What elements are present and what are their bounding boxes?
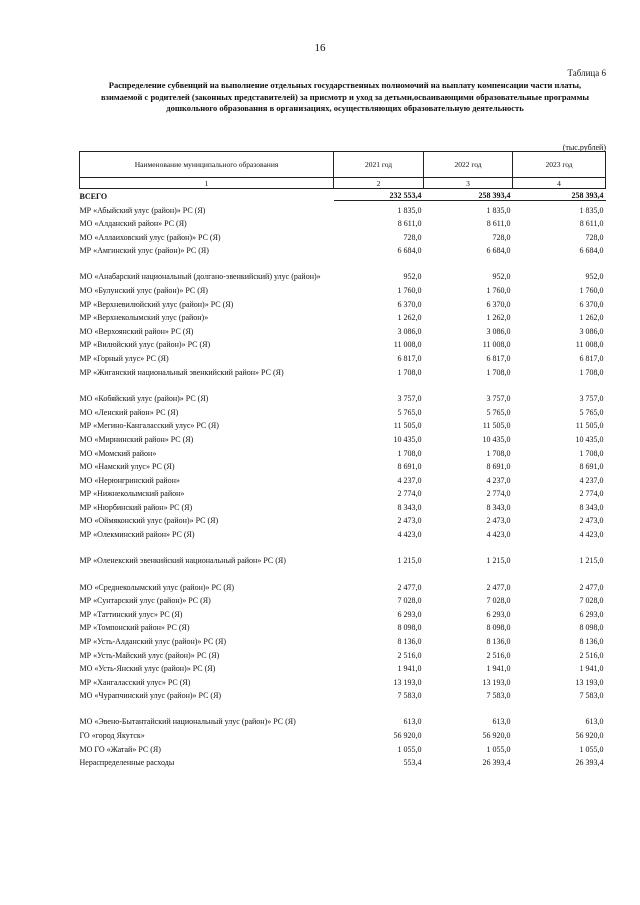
value-2022: 613,0 [492, 717, 511, 727]
table-row [80, 458, 606, 472]
table-row [80, 525, 606, 539]
table-row [80, 512, 606, 526]
table-row [80, 646, 606, 660]
value-2022: 6 817,0 [486, 353, 511, 363]
municipality-name: МР «Усть-Алданский улус (район)» РС (Я) [79, 637, 226, 647]
value-2021: 8 691,0 [397, 462, 422, 472]
spacer-row [80, 565, 606, 578]
table-row [80, 754, 606, 768]
value-2022: 3 757,0 [486, 394, 511, 404]
value-2023: 13 193,0 [575, 677, 604, 687]
value-2021: 952,0 [403, 272, 422, 282]
value-2022: 56 920,0 [482, 731, 511, 740]
municipality-name: МО «Алданский район» РС (Я) [79, 219, 187, 229]
value-2021: 1 215,0 [397, 556, 422, 566]
value-2023: 8 098,0 [579, 623, 604, 633]
units-label: (тыс.рублей) [562, 143, 606, 152]
value-2023: 2 473,0 [579, 516, 604, 526]
header-municipality: Наименование муниципального образования [80, 152, 334, 178]
municipality-name: МО «Ленский район» РС (Я) [79, 407, 179, 417]
table-row [80, 592, 606, 606]
municipality-name: МО «Анабарский национальный (долгано-эвенкийский) улус (район)» [79, 272, 321, 282]
value-2021: 553,4 [403, 758, 422, 768]
value-2022: 1 708,0 [486, 367, 511, 377]
value-2021: 13 193,0 [393, 677, 422, 687]
value-2022: 8 098,0 [486, 623, 511, 633]
value-2023: 11 505,0 [575, 421, 604, 431]
column-number: 3 [424, 178, 513, 189]
column-number: 4 [513, 178, 606, 189]
table-row [80, 498, 606, 512]
value-2023: 1 215,0 [579, 556, 604, 566]
table-label: Таблица 6 [567, 68, 606, 78]
value-2021: 7 583,0 [397, 691, 422, 701]
value-2023: 56 920,0 [575, 731, 604, 740]
table-row [80, 309, 606, 323]
value-2021: 5 765,0 [397, 407, 422, 417]
value-2022: 10 435,0 [482, 434, 511, 444]
value-2021: 8 136,0 [397, 637, 422, 647]
value-2023: 2 774,0 [579, 489, 604, 499]
value-2021: 8 098,0 [397, 623, 422, 633]
value-2023: 8 691,0 [579, 462, 604, 472]
value-2022: 7 583,0 [486, 691, 511, 701]
value-2021: 56 920,0 [393, 731, 422, 740]
municipality-name: МО «Булунский улус (район)» РС (Я) [79, 285, 208, 295]
value-2022: 11 008,0 [482, 340, 511, 350]
municipality-name: МР «Томпонский район» РС (Я) [79, 623, 190, 633]
table-row [80, 281, 606, 295]
value-2021: 1 262,0 [397, 313, 422, 323]
table-row [80, 619, 606, 633]
value-2022: 1 708,0 [486, 448, 511, 458]
value-2023: 26 393,4 [575, 758, 604, 768]
value-2023: 1 760,0 [579, 285, 604, 295]
municipality-name: МР «Олекминский район» РС (Я) [79, 530, 195, 540]
table-row [80, 349, 606, 363]
municipality-name: МР «Вилюйский улус (район)» РС (Я) [79, 340, 211, 350]
value-2022: 8 343,0 [486, 502, 511, 512]
municipality-name: МО «Верхоянский район» РС (Я) [79, 326, 194, 336]
value-2021: 1 941,0 [397, 664, 422, 674]
value-2023: 3 086,0 [579, 326, 604, 336]
header-2021: 2021 год [334, 152, 424, 178]
value-2021: 6 684,0 [397, 246, 422, 256]
table-row [80, 295, 606, 309]
table-row [80, 390, 606, 404]
table-row [80, 605, 606, 619]
municipality-name: МР «Нижнеколымский район» [79, 489, 185, 499]
municipality-name: МО «Момский район» [79, 448, 157, 458]
value-2022: 2 473,0 [486, 516, 511, 526]
spacer-cell [80, 565, 606, 578]
municipality-name: ГО «город Якутск» [79, 731, 145, 740]
value-2022: 1 215,0 [486, 556, 511, 566]
subsidy-table [79, 151, 606, 767]
value-2022: 4 237,0 [486, 475, 511, 485]
municipality-name: МО «Намский улус» РС (Я) [79, 462, 175, 472]
value-2023: 6 293,0 [579, 609, 604, 619]
table-row [80, 430, 606, 444]
value-2023: 728,0 [585, 232, 604, 242]
municipality-name: МР «Усть-Майский улус (район)» РС (Я) [79, 650, 220, 660]
value-2021: 7 028,0 [397, 596, 422, 606]
table-row [80, 322, 606, 336]
column-number: 1 [80, 178, 334, 189]
municipality-name: МР «Горный улус» РС (Я) [79, 353, 169, 363]
municipality-name: МО «Мирнинский район» РС (Я) [79, 434, 194, 444]
value-2021: 2 774,0 [397, 489, 422, 499]
municipality-name: МР «Сунтарский улус (район)» РС (Я) [79, 596, 211, 606]
header-row [80, 152, 606, 178]
value-2022: 6 370,0 [486, 299, 511, 309]
column-number-row [80, 178, 606, 189]
value-2023: 1 262,0 [579, 313, 604, 323]
table-row [80, 673, 606, 687]
value-2021: 6 817,0 [397, 353, 422, 363]
municipality-name: МР «Мегино-Кангаласский улус» РС (Я) [79, 421, 219, 431]
municipality-name: МР «Жиганский национальный эвенкийский район» РС (Я) [79, 367, 284, 377]
value-2021: 10 435,0 [393, 434, 422, 444]
value-2022: 728,0 [492, 232, 511, 242]
municipality-name: МР «Верхневилюйский улус (район)» РС (Я) [79, 299, 234, 309]
document-title: Распределение субвенций на выполнение отдельных государственных полномочий на выплату компенсации части платы, взимаемой с родителей (законных представителей) за присмотр и уход за детьми,осваивающими образовательные программы дошкольного образования в организациях, осуществляющих образовательную деятельность [100, 80, 590, 113]
municipality-name: МО «Усть-Янский улус (район)» РС (Я) [79, 664, 216, 674]
municipality-name: МО «Чурапчинский улус (район)» РС (Я) [79, 691, 222, 701]
municipality-name: МР «Абыйский улус (район)» РС (Я) [79, 205, 206, 215]
value-2022: 8 136,0 [486, 637, 511, 647]
value-2023: 2 516,0 [579, 650, 604, 660]
table-row [80, 485, 606, 499]
value-2023: 11 008,0 [575, 340, 604, 350]
value-2023: 6 684,0 [579, 246, 604, 256]
value-2022: 2 516,0 [486, 650, 511, 660]
value-2021: 8 343,0 [397, 502, 422, 512]
value-2023: 5 765,0 [579, 407, 604, 417]
municipality-name: МР «Хангаласский улус» РС (Я) [79, 677, 191, 687]
total-2021: 232 553,4 [334, 189, 424, 201]
header-2022: 2022 год [424, 152, 513, 178]
value-2023: 8 611,0 [579, 219, 604, 229]
municipality-name: МР «Нюрбинский район» РС (Я) [79, 502, 193, 512]
value-2021: 1 055,0 [397, 744, 422, 754]
table-row [80, 201, 606, 215]
table-row [80, 336, 606, 350]
value-2023: 4 237,0 [579, 475, 604, 485]
table-row [80, 632, 606, 646]
value-2022: 1 835,0 [486, 205, 511, 215]
value-2023: 6 370,0 [579, 299, 604, 309]
value-2021: 4 237,0 [397, 475, 422, 485]
value-2022: 8 611,0 [486, 219, 511, 229]
total-label: ВСЕГО [79, 191, 108, 201]
total-2023: 258 393,4 [513, 189, 606, 201]
spacer-cell [80, 377, 606, 390]
municipality-name: МО «Среднеколымский улус (район)» РС (Я) [79, 582, 235, 592]
value-2022: 26 393,4 [482, 758, 511, 768]
table-row [80, 687, 606, 701]
value-2021: 3 757,0 [397, 394, 422, 404]
value-2022: 2 774,0 [486, 489, 511, 499]
value-2023: 1 835,0 [579, 205, 604, 215]
value-2021: 2 516,0 [397, 650, 422, 660]
value-2022: 6 684,0 [486, 246, 511, 256]
value-2023: 10 435,0 [575, 434, 604, 444]
value-2022: 1 941,0 [486, 664, 511, 674]
table-row [80, 228, 606, 242]
municipality-name: МО «Эвено-Бытантайский национальный улус (район)» РС (Я) [79, 717, 296, 727]
table-row [80, 539, 606, 565]
value-2021: 2 477,0 [397, 582, 422, 592]
municipality-name: МР «Таттинский улус» РС (Я) [79, 609, 183, 619]
table-row [80, 444, 606, 458]
value-2021: 1 835,0 [397, 205, 422, 215]
total-row [80, 189, 606, 201]
value-2022: 5 765,0 [486, 407, 511, 417]
value-2022: 6 293,0 [486, 609, 511, 619]
value-2021: 6 293,0 [397, 609, 422, 619]
table-row [80, 417, 606, 431]
table-row [80, 255, 606, 281]
value-2023: 3 757,0 [579, 394, 604, 404]
value-2023: 952,0 [585, 272, 604, 282]
table-row [80, 660, 606, 674]
value-2022: 1 262,0 [486, 313, 511, 323]
value-2022: 7 028,0 [486, 596, 511, 606]
value-2022: 1 760,0 [486, 285, 511, 295]
value-2021: 613,0 [403, 717, 422, 727]
column-number: 2 [334, 178, 424, 189]
spacer-row [80, 377, 606, 390]
value-2021: 8 611,0 [397, 219, 422, 229]
value-2021: 3 086,0 [397, 326, 422, 336]
value-2022: 2 477,0 [486, 582, 511, 592]
value-2021: 1 760,0 [397, 285, 422, 295]
table-row [80, 242, 606, 256]
value-2021: 2 473,0 [397, 516, 422, 526]
value-2021: 6 370,0 [397, 299, 422, 309]
value-2023: 1 055,0 [579, 744, 604, 754]
value-2023: 6 817,0 [579, 353, 604, 363]
table-row [80, 403, 606, 417]
value-2023: 1 708,0 [579, 448, 604, 458]
value-2021: 4 423,0 [397, 530, 422, 540]
table-row [80, 215, 606, 229]
value-2023: 8 343,0 [579, 502, 604, 512]
table-row [80, 726, 606, 740]
table-row [80, 363, 606, 377]
municipality-name: Нераспределенные расходы [79, 758, 175, 768]
value-2023: 7 028,0 [579, 596, 604, 606]
municipality-name: МО «Аллаиховский улус (район)» РС (Я) [79, 232, 221, 242]
header-2023: 2023 год [513, 152, 606, 178]
table-row [80, 578, 606, 592]
municipality-name: МО ГО «Жатай» РС (Я) [79, 744, 161, 754]
municipality-name: МО «Оймяконский улус (район)» РС (Я) [79, 516, 219, 526]
value-2023: 7 583,0 [579, 691, 604, 701]
value-2023: 4 423,0 [579, 530, 604, 540]
value-2021: 11 505,0 [393, 421, 422, 431]
value-2022: 8 691,0 [486, 462, 511, 472]
value-2022: 1 055,0 [486, 744, 511, 754]
value-2022: 11 505,0 [482, 421, 511, 431]
table-row [80, 471, 606, 485]
value-2023: 2 477,0 [579, 582, 604, 592]
municipality-name: МО «Нерюнгринский район» [79, 475, 180, 485]
value-2023: 1 708,0 [579, 367, 604, 377]
table-row [80, 740, 606, 754]
total-2022: 258 393,4 [424, 189, 513, 201]
value-2023: 1 941,0 [579, 664, 604, 674]
value-2021: 1 708,0 [397, 448, 422, 458]
value-2022: 13 193,0 [482, 677, 511, 687]
page-number: 16 [314, 42, 326, 54]
value-2022: 952,0 [492, 272, 511, 282]
value-2022: 4 423,0 [486, 530, 511, 540]
value-2023: 613,0 [585, 717, 604, 727]
municipality-name: МО «Кобяйский улус (район)» РС (Я) [79, 394, 209, 404]
municipality-name: МР «Верхнеколымский улус (район)» [79, 313, 209, 323]
table-row [80, 700, 606, 726]
value-2023: 8 136,0 [579, 637, 604, 647]
value-2022: 3 086,0 [486, 326, 511, 336]
value-2021: 728,0 [403, 232, 422, 242]
value-2021: 11 008,0 [393, 340, 422, 350]
value-2021: 1 708,0 [397, 367, 422, 377]
municipality-name: МР «Оленекский эвенкийский национальный район» РС (Я) [79, 556, 286, 566]
municipality-name: МР «Амгинский улус (район)» РС (Я) [79, 246, 209, 256]
